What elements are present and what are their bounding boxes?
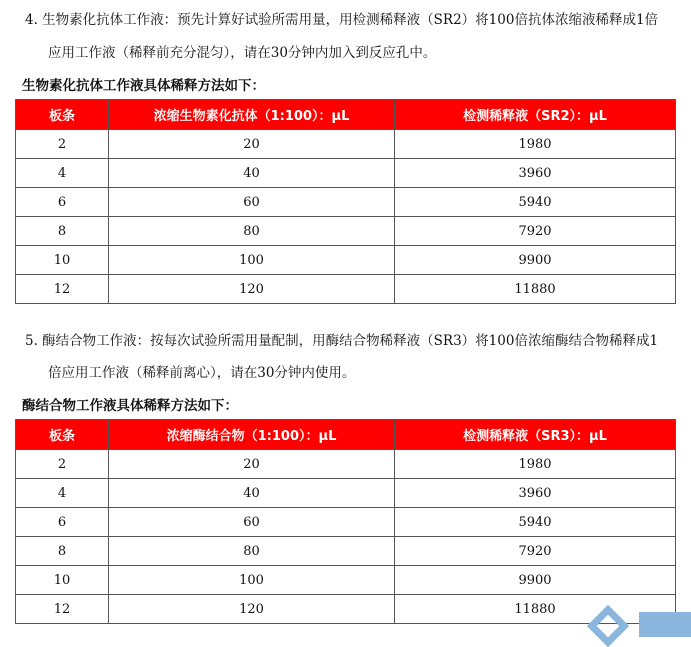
table-cell: 20 (109, 130, 395, 159)
table-cell: 5940 (395, 508, 676, 537)
table-row (16, 130, 676, 159)
table-cell: 7920 (395, 217, 676, 246)
enzyme-conjugate-dilution-table (15, 419, 676, 624)
table-row (16, 450, 676, 479)
column-header: 浓缩酶结合物（1:100）：μL (109, 420, 395, 450)
table-cell: 100 (109, 566, 395, 595)
table-cell: 9900 (395, 246, 676, 275)
table-cell: 3960 (395, 159, 676, 188)
table-row (16, 188, 676, 217)
table-header (16, 420, 676, 450)
table-cell: 100 (109, 246, 395, 275)
table-cell: 12 (16, 595, 109, 624)
table-cell: 3960 (395, 479, 676, 508)
table-row (16, 246, 676, 275)
table-cell: 60 (109, 188, 395, 217)
table-row (16, 566, 676, 595)
column-header: 板条 (16, 420, 109, 450)
column-header: 浓缩生物素化抗体（1:100）：μL (109, 100, 395, 130)
table-cell: 20 (109, 450, 395, 479)
section4-table-title: 生物素化抗体工作液具体稀释方法如下： (22, 78, 265, 94)
table-cell: 12 (16, 275, 109, 304)
table-cell: 10 (16, 246, 109, 275)
table-cell: 120 (109, 595, 395, 624)
section5-table-title: 酶结合物工作液具体稀释方法如下： (22, 398, 238, 414)
table-cell: 60 (109, 508, 395, 537)
table-cell: 80 (109, 217, 395, 246)
table-cell: 80 (109, 537, 395, 566)
section5-line2: 倍应用工作液（稀释前离心），请在30分钟内使用。 (48, 365, 356, 381)
table-cell: 1980 (395, 130, 676, 159)
table-cell: 40 (109, 479, 395, 508)
table-cell: 8 (16, 217, 109, 246)
biotin-antibody-dilution-table (15, 99, 676, 304)
table-header (16, 100, 676, 130)
table-cell: 8 (16, 537, 109, 566)
section4-line2: 应用工作液（稀释前充分混匀），请在30分钟内加入到反应孔中。 (48, 45, 437, 61)
table-row (16, 159, 676, 188)
table-cell: 120 (109, 275, 395, 304)
table-cell: 7920 (395, 537, 676, 566)
table-cell: 11880 (395, 595, 676, 624)
table-row (16, 479, 676, 508)
table-cell: 2 (16, 130, 109, 159)
table-cell: 10 (16, 566, 109, 595)
table-cell: 11880 (395, 275, 676, 304)
table-cell: 40 (109, 159, 395, 188)
table-row (16, 595, 676, 624)
table-cell: 1980 (395, 450, 676, 479)
column-header: 板条 (16, 100, 109, 130)
column-header: 检测稀释液（SR2）：μL (395, 100, 676, 130)
table-row (16, 217, 676, 246)
section5-line1: 5. 酶结合物工作液：按每次试验所需用量配制，用酶结合物稀释液（SR3）将100倍浓缩酶结合物稀释成1 (25, 333, 659, 349)
table-cell: 4 (16, 479, 109, 508)
floating-button[interactable] (639, 612, 691, 637)
section4-line1: 4. 生物素化抗体工作液：预先计算好试验所需用量，用检测稀释液（SR2）将100倍抗体浓缩液稀释成1倍 (25, 12, 659, 28)
table-cell: 6 (16, 188, 109, 217)
column-header: 检测稀释液（SR3）：μL (395, 420, 676, 450)
table-row (16, 537, 676, 566)
table-cell: 2 (16, 450, 109, 479)
table-row (16, 508, 676, 537)
table-cell: 9900 (395, 566, 676, 595)
table-cell: 6 (16, 508, 109, 537)
table-cell: 5940 (395, 188, 676, 217)
table-cell: 4 (16, 159, 109, 188)
table-row (16, 275, 676, 304)
